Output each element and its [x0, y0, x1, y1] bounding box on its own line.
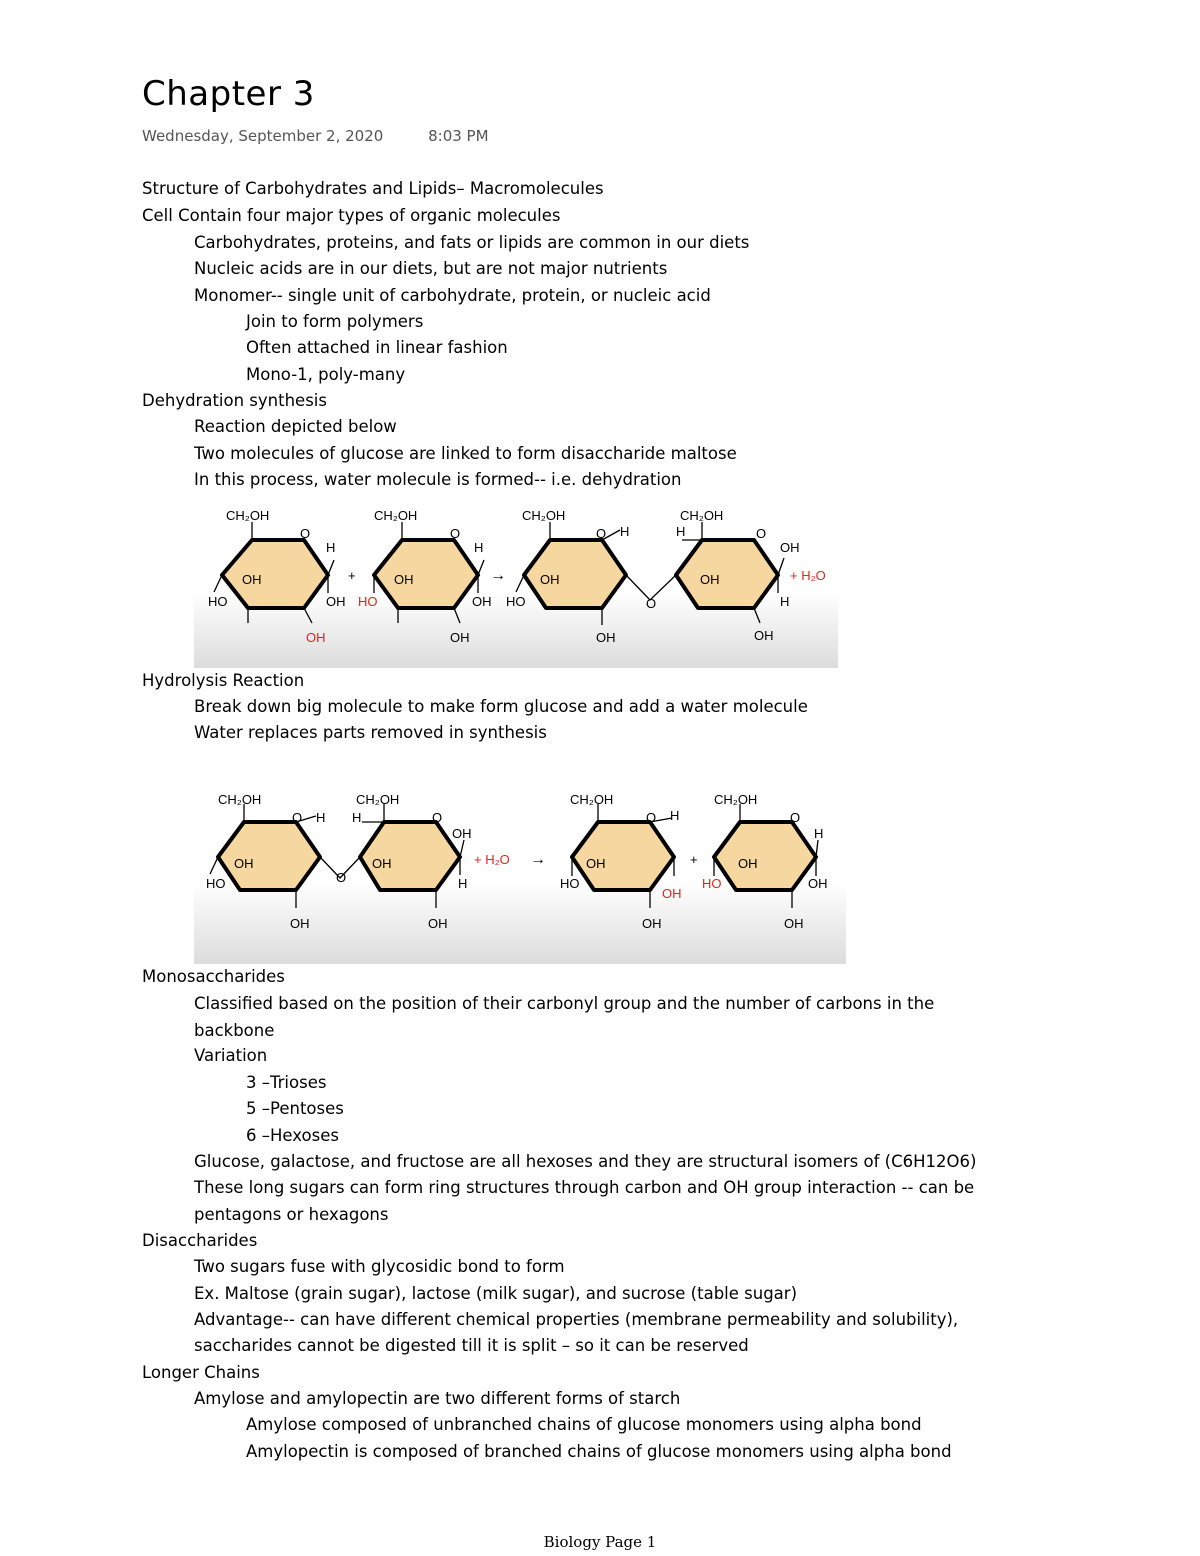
outline-line: Advantage-- can have different chemical properties (membrane permeability and solubility),: [194, 1310, 959, 1329]
svg-text:OH: OH: [662, 886, 682, 901]
svg-text:O: O: [292, 810, 303, 825]
outline-line: Variation: [194, 1046, 268, 1065]
svg-text:OH: OH: [234, 856, 254, 871]
svg-text:→: →: [530, 851, 546, 868]
svg-text:O: O: [432, 810, 443, 825]
svg-text:OH: OH: [372, 856, 392, 871]
svg-text:CH₂OH: CH₂OH: [570, 792, 614, 807]
svg-text:CH₂OH: CH₂OH: [218, 792, 262, 807]
outline-line: Amylopectin is composed of branched chains of glucose monomers using alpha bond: [246, 1442, 952, 1461]
svg-text:HO: HO: [206, 876, 226, 891]
svg-text:HO: HO: [702, 876, 722, 891]
svg-text:OH: OH: [326, 594, 346, 609]
svg-text:HO: HO: [506, 594, 526, 609]
dehydration-synthesis-diagram: [194, 500, 838, 668]
svg-text:+: +: [348, 568, 356, 583]
svg-text:O: O: [300, 526, 311, 541]
svg-text:OH: OH: [808, 876, 828, 891]
outline-line: Often attached in linear fashion: [246, 338, 508, 357]
note-time: 8:03 PM: [428, 127, 489, 145]
svg-text:H: H: [670, 808, 680, 823]
svg-text:CH₂OH: CH₂OH: [522, 508, 566, 523]
svg-text:OH: OH: [540, 572, 560, 587]
svg-text:OH: OH: [452, 826, 472, 841]
svg-text:OH: OH: [242, 572, 262, 587]
outline-line: 5 –Pentoses: [246, 1099, 344, 1118]
outline-line: In this process, water molecule is formed-- i.e. dehydration: [194, 470, 682, 489]
svg-text:HO: HO: [208, 594, 228, 609]
note-timestamp: [142, 127, 489, 145]
outline-line: backbone: [194, 1021, 275, 1040]
svg-text:H: H: [474, 540, 484, 555]
svg-text:H: H: [620, 524, 630, 539]
svg-text:HO: HO: [560, 876, 580, 891]
svg-text:OH: OH: [780, 540, 800, 555]
svg-text:H: H: [676, 524, 686, 539]
svg-text:O: O: [756, 526, 767, 541]
outline-line: Break down big molecule to make form glucose and add a water molecule: [194, 697, 808, 716]
outline-line: pentagons or hexagons: [194, 1205, 389, 1224]
svg-text:H: H: [326, 540, 336, 555]
svg-text:+: +: [690, 852, 698, 867]
svg-text:CH₂OH: CH₂OH: [714, 792, 758, 807]
outline-line: Ex. Maltose (grain sugar), lactose (milk sugar), and sucrose (table sugar): [194, 1284, 798, 1303]
svg-text:OH: OH: [754, 628, 774, 643]
outline-line: Monomer-- single unit of carbohydrate, protein, or nucleic acid: [194, 286, 711, 305]
outline-line: Two sugars fuse with glycosidic bond to form: [194, 1257, 565, 1276]
outline-line: Amylose and amylopectin are two different forms of starch: [194, 1389, 681, 1408]
svg-text:OH: OH: [586, 856, 606, 871]
svg-text:OH: OH: [596, 630, 616, 645]
outline-line: Nucleic acids are in our diets, but are not major nutrients: [194, 259, 668, 278]
page-title: Chapter 3: [142, 74, 315, 114]
outline-line: Disaccharides: [142, 1231, 258, 1250]
svg-text:O: O: [790, 810, 801, 825]
svg-text:→: →: [490, 567, 506, 584]
svg-text:CH₂OH: CH₂OH: [226, 508, 270, 523]
outline-line: Classified based on the position of their carbonyl group and the number of carbons in the: [194, 994, 935, 1013]
svg-text:OH: OH: [784, 916, 804, 931]
svg-text:H: H: [458, 876, 468, 891]
note-date: Wednesday, September 2, 2020: [142, 127, 384, 145]
svg-text:H: H: [316, 810, 326, 825]
outline-line: Join to form polymers: [246, 312, 424, 331]
outline-line: These long sugars can form ring structures through carbon and OH group interaction -- can be: [194, 1178, 975, 1197]
outline-line: saccharides cannot be digested till it is split – so it can be reserved: [194, 1336, 749, 1355]
svg-text:OH: OH: [642, 916, 662, 931]
svg-text:O: O: [450, 526, 461, 541]
outline-line: Structure of Carbohydrates and Lipids– Macromolecules: [142, 179, 604, 198]
outline-line: 6 –Hexoses: [246, 1126, 339, 1145]
page-footer: Biology Page 1: [543, 1533, 657, 1551]
svg-text:CH₂OH: CH₂OH: [680, 508, 724, 523]
svg-text:+ H₂O: + H₂O: [474, 852, 510, 867]
outline-line: Two molecules of glucose are linked to form disaccharide maltose: [194, 444, 737, 463]
svg-text:+ H₂O: + H₂O: [790, 568, 826, 583]
svg-text:OH: OH: [472, 594, 492, 609]
svg-text:CH₂OH: CH₂OH: [356, 792, 400, 807]
svg-text:H: H: [352, 810, 362, 825]
svg-text:O: O: [646, 596, 657, 611]
svg-text:OH: OH: [306, 630, 326, 645]
outline-line: 3 –Trioses: [246, 1073, 327, 1092]
svg-text:OH: OH: [450, 630, 470, 645]
outline-line: Water replaces parts removed in synthesis: [194, 723, 547, 742]
svg-text:O: O: [596, 526, 607, 541]
outline-line: Reaction depicted below: [194, 417, 397, 436]
svg-text:O: O: [336, 870, 347, 885]
outline-line: Hydrolysis Reaction: [142, 671, 305, 690]
outline-line: Cell Contain four major types of organic molecules: [142, 206, 561, 225]
svg-text:OH: OH: [428, 916, 448, 931]
outline-line: Dehydration synthesis: [142, 391, 327, 410]
svg-text:O: O: [646, 810, 657, 825]
svg-text:OH: OH: [394, 572, 414, 587]
svg-text:CH₂OH: CH₂OH: [374, 508, 418, 523]
outline-line: Mono-1, poly-many: [246, 365, 406, 384]
outline-line: Carbohydrates, proteins, and fats or lipids are common in our diets: [194, 233, 750, 252]
svg-text:HO: HO: [358, 594, 378, 609]
svg-text:OH: OH: [700, 572, 720, 587]
svg-text:H: H: [780, 594, 790, 609]
outline-line: Glucose, galactose, and fructose are all hexoses and they are structural isomers of (C6H12O6): [194, 1152, 977, 1171]
svg-text:H: H: [814, 826, 824, 841]
outline-line: Longer Chains: [142, 1363, 260, 1382]
outline-line: Monosaccharides: [142, 967, 285, 986]
hydrolysis-diagram: [194, 782, 846, 964]
svg-text:OH: OH: [738, 856, 758, 871]
outline-line: Amylose composed of unbranched chains of glucose monomers using alpha bond: [246, 1415, 922, 1434]
svg-text:OH: OH: [290, 916, 310, 931]
